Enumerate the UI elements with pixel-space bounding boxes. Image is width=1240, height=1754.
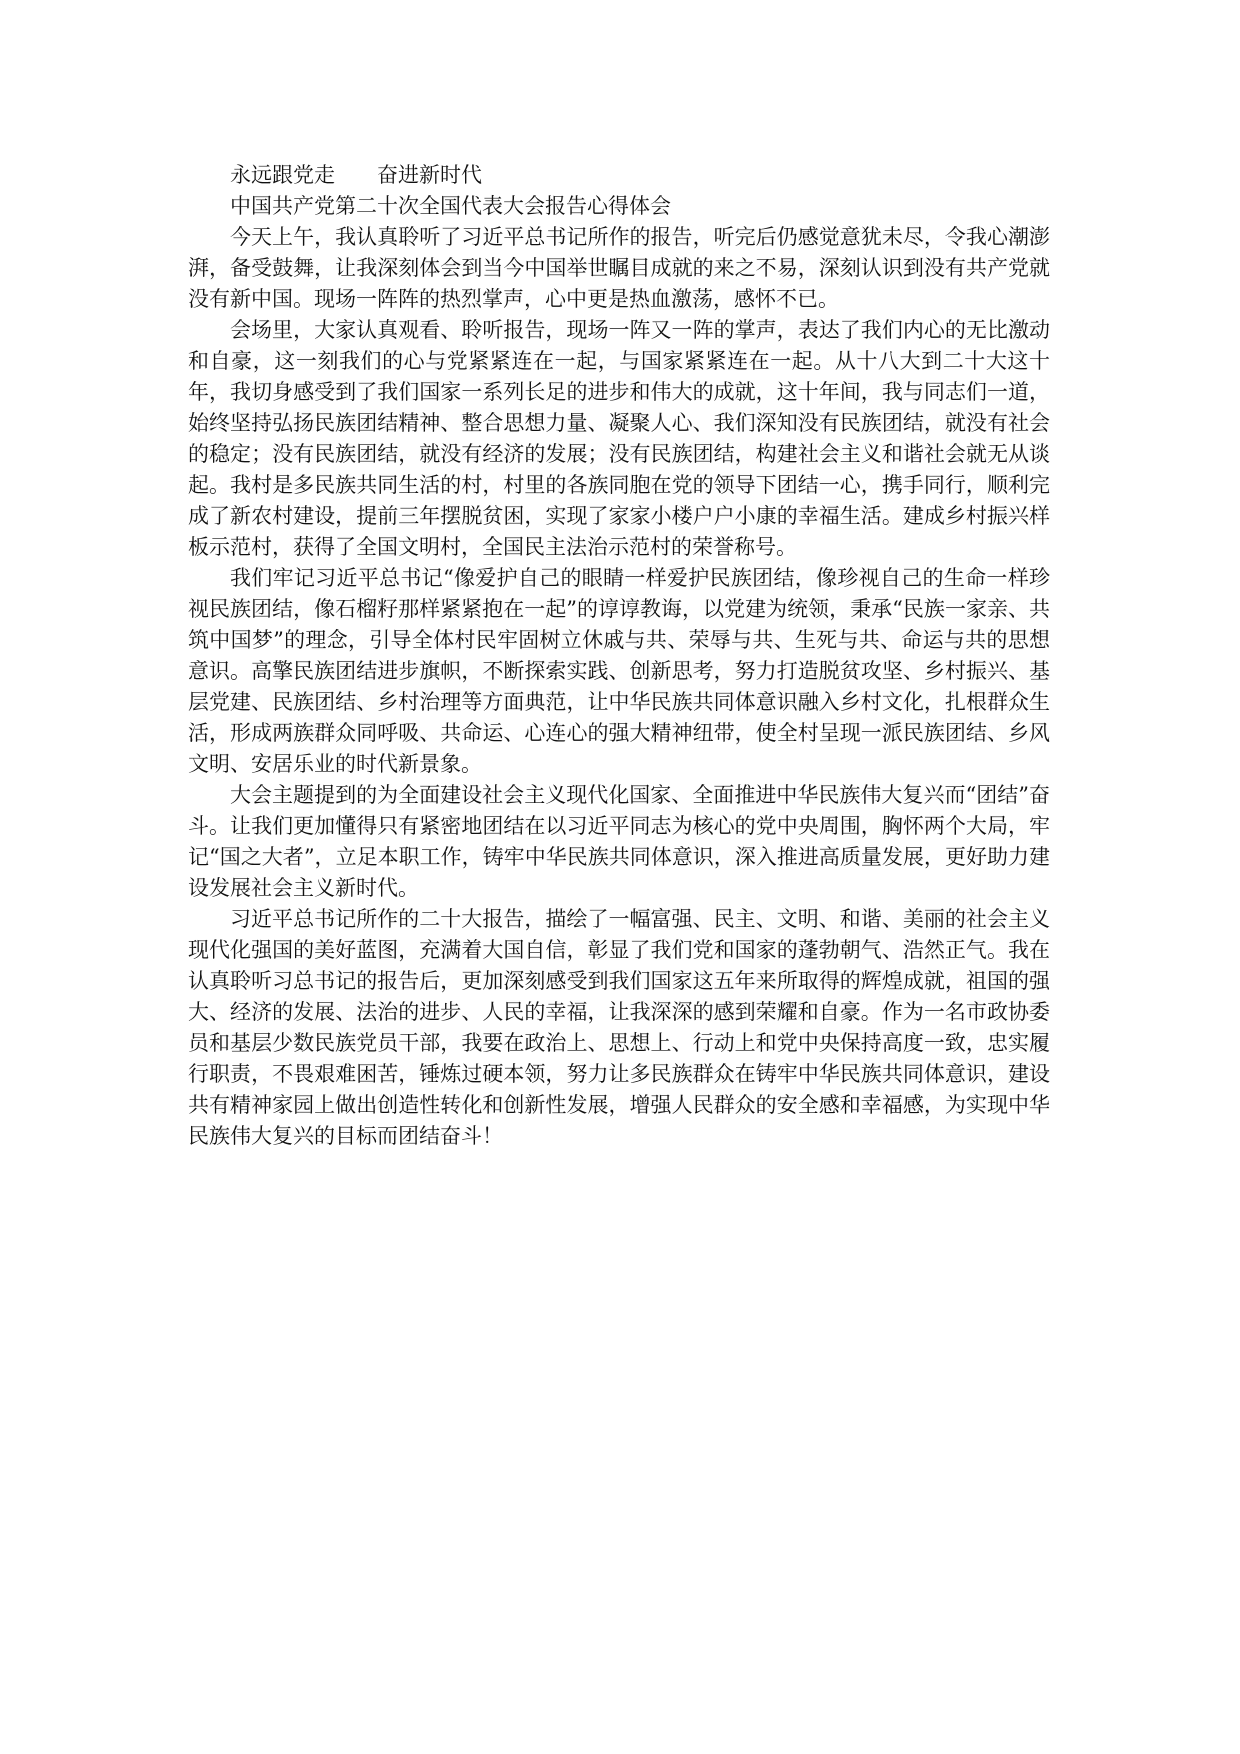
paragraph-3: 我们牢记习近平总书记“像爱护自己的眼睛一样爱护民族团结，像珍视自己的生命一样珍视民族团结，像石榴籽那样紧紧抱在一起”的谆谆教诲，以党建为统领，秉承“民族一家亲、共筑中国梦”的理念，引导全体村民牢固树立休戚与共、荣辱与共、生死与共、命运与共的思想意识。高擎民族团结进步旗帜，不断探索实践、创新思考，努力打造脱贫攻坚、乡村振兴、基层党建、民族团结、乡村治理等方面典范，让中华民族共同体意识融入乡村文化，扎根群众生活，形成两族群众同呼吸、共命运、心连心的强大精神纽带，使全村呈现一派民族团结、乡风文明、安居乐业的时代新景象。 [188, 566, 1050, 776]
document-title: 永远跟党走 奋进新时代 [230, 163, 482, 187]
paragraph-5: 习近平总书记所作的二十大报告，描绘了一幅富强、民主、文明、和谐、美丽的社会主义现代化强国的美好蓝图，充满着大国自信，彰显了我们党和国家的蓬勃朝气、浩然正气。我在认真聆听习总书记的报告后，更加深刻感受到我们国家这五年来所取得的辉煌成就，祖国的强大、经济的发展、法治的进步、人民的幸福，让我深深的感到荣耀和自豪。作为一名市政协委员和基层少数民族党员干部，我要在政治上、思想上、行动上和党中央保持高度一致，忠实履行职责，不畏艰难困苦，锤炼过硬本领，努力让多民族群众在铸牢中华民族共同体意识，建设共有精神家园上做出创造性转化和创新性发展，增强人民群众的安全感和幸福感，为实现中华民族伟大复兴的目标而团结奋斗！ [188, 907, 1050, 1148]
paragraph-2: 会场里，大家认真观看、聆听报告，现场一阵又一阵的掌声，表达了我们内心的无比激动和自豪，这一刻我们的心与党紧紧连在一起，与国家紧紧连在一起。从十八大到二十大这十年，我切身感受到了我们国家一系列长足的进步和伟大的成就，这十年间，我与同志们一道，始终坚持弘扬民族团结精神、整合思想力量、凝聚人心、我们深知没有民族团结，就没有社会的稳定；没有民族团结，就没有经济的发展；没有民族团结，构建社会主义和谐社会就无从谈起。我村是多民族共同生活的村，村里的各族同胞在党的领导下团结一心，携手同行，顺利完成了新农村建设，提前三年摆脱贫困，实现了家家小楼户户小康的幸福生活。建成乡村振兴样板示范村，获得了全国文明村，全国民主法治示范村的荣誉称号。 [188, 318, 1050, 559]
document-subtitle: 中国共产党第二十次全国代表大会报告心得体会 [230, 194, 671, 218]
document-body [188, 160, 1050, 1152]
paragraph-1: 今天上午，我认真聆听了习近平总书记所作的报告，听完后仍感觉意犹未尽，令我心潮澎湃，备受鼓舞，让我深刻体会到当今中国举世瞩目成就的来之不易，深刻认识到没有共产党就没有新中国。现场一阵阵的热烈掌声，心中更是热血激荡，感怀不已。 [188, 225, 1050, 311]
paragraph-4: 大会主题提到的为全面建设社会主义现代化国家、全面推进中华民族伟大复兴而“团结”奋斗。让我们更加懂得只有紧密地团结在以习近平同志为核心的党中央周围，胸怀两个大局，牢记“国之大者”，立足本职工作，铸牢中华民族共同体意识，深入推进高质量发展，更好助力建设发展社会主义新时代。 [188, 783, 1050, 900]
